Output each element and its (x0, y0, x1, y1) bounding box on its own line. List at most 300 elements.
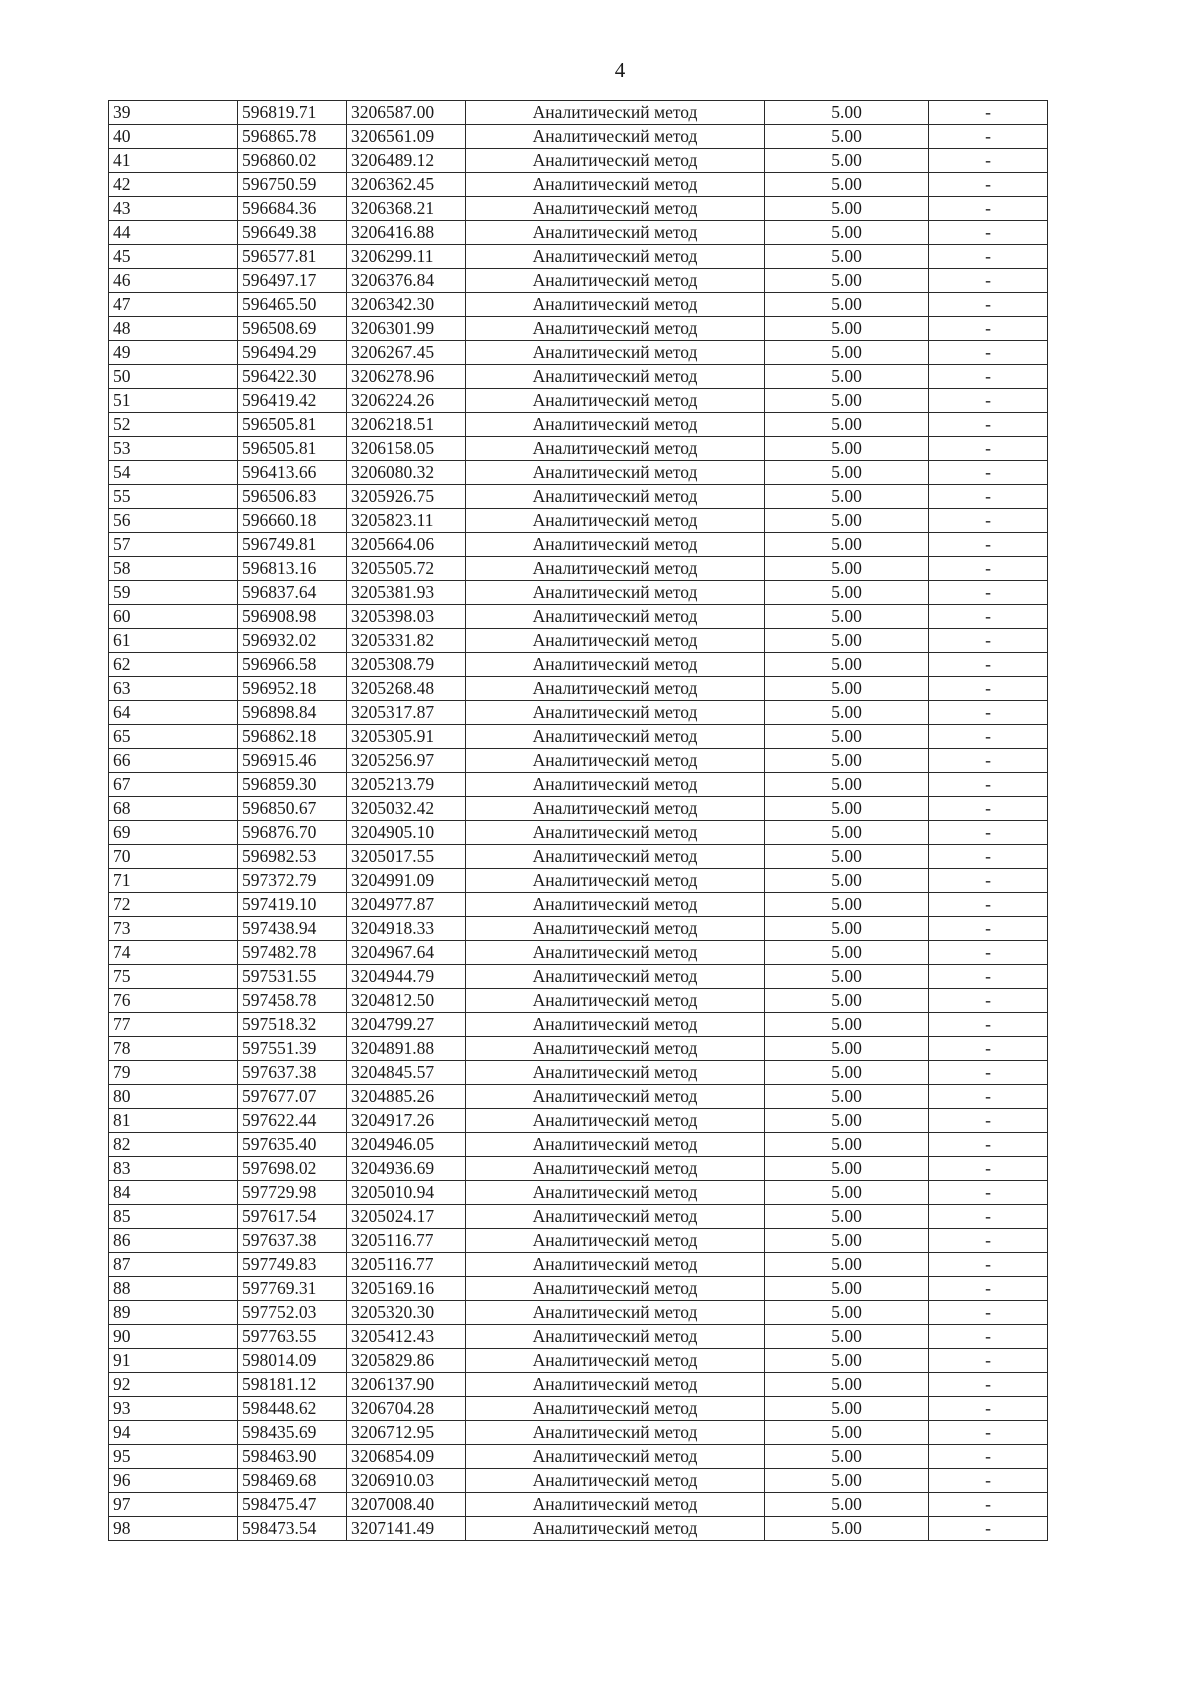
note-cell: - (929, 1133, 1048, 1157)
point-number: 57 (109, 533, 238, 557)
note-cell: - (929, 965, 1048, 989)
method-cell: Аналитический метод (466, 653, 765, 677)
coordinate-y: 3206910.03 (347, 1469, 466, 1493)
table-row (109, 821, 1048, 845)
point-number: 87 (109, 1253, 238, 1277)
note-cell: - (929, 245, 1048, 269)
coordinate-y: 3205398.03 (347, 605, 466, 629)
coordinate-x: 596497.17 (238, 269, 347, 293)
note-cell: - (929, 1517, 1048, 1541)
method-cell: Аналитический метод (466, 1397, 765, 1421)
point-number: 41 (109, 149, 238, 173)
accuracy-cell: 5.00 (765, 893, 929, 917)
method-cell: Аналитический метод (466, 581, 765, 605)
accuracy-cell: 5.00 (765, 1397, 929, 1421)
method-cell: Аналитический метод (466, 893, 765, 917)
method-cell: Аналитический метод (466, 197, 765, 221)
table-row (109, 1349, 1048, 1373)
table-row (109, 1445, 1048, 1469)
note-cell: - (929, 1085, 1048, 1109)
note-cell: - (929, 653, 1048, 677)
table-row (109, 509, 1048, 533)
method-cell: Аналитический метод (466, 125, 765, 149)
table-row (109, 245, 1048, 269)
table-row (109, 1157, 1048, 1181)
point-number: 79 (109, 1061, 238, 1085)
method-cell: Аналитический метод (466, 1493, 765, 1517)
accuracy-cell: 5.00 (765, 557, 929, 581)
method-cell: Аналитический метод (466, 1301, 765, 1325)
method-cell: Аналитический метод (466, 221, 765, 245)
table-row (109, 845, 1048, 869)
coordinate-x: 597438.94 (238, 917, 347, 941)
note-cell: - (929, 197, 1048, 221)
coordinate-x: 597637.38 (238, 1061, 347, 1085)
table-row (109, 1493, 1048, 1517)
accuracy-cell: 5.00 (765, 869, 929, 893)
table-row (109, 797, 1048, 821)
note-cell: - (929, 269, 1048, 293)
accuracy-cell: 5.00 (765, 1229, 929, 1253)
coordinate-x: 597698.02 (238, 1157, 347, 1181)
accuracy-cell: 5.00 (765, 149, 929, 173)
method-cell: Аналитический метод (466, 1421, 765, 1445)
point-number: 58 (109, 557, 238, 581)
coordinate-x: 596505.81 (238, 437, 347, 461)
accuracy-cell: 5.00 (765, 605, 929, 629)
coordinate-x: 596422.30 (238, 365, 347, 389)
table-row (109, 1229, 1048, 1253)
coordinate-y: 3204977.87 (347, 893, 466, 917)
point-number: 97 (109, 1493, 238, 1517)
coordinate-x: 596413.66 (238, 461, 347, 485)
point-number: 63 (109, 677, 238, 701)
note-cell: - (929, 701, 1048, 725)
point-number: 80 (109, 1085, 238, 1109)
note-cell: - (929, 893, 1048, 917)
coordinate-y: 3205116.77 (347, 1253, 466, 1277)
point-number: 69 (109, 821, 238, 845)
note-cell: - (929, 437, 1048, 461)
table-row (109, 461, 1048, 485)
note-cell: - (929, 485, 1048, 509)
accuracy-cell: 5.00 (765, 485, 929, 509)
method-cell: Аналитический метод (466, 1037, 765, 1061)
coordinate-y: 3204917.26 (347, 1109, 466, 1133)
table-row (109, 485, 1048, 509)
note-cell: - (929, 365, 1048, 389)
note-cell: - (929, 1445, 1048, 1469)
method-cell: Аналитический метод (466, 845, 765, 869)
note-cell: - (929, 1301, 1048, 1325)
coordinate-y: 3205024.17 (347, 1205, 466, 1229)
point-number: 88 (109, 1277, 238, 1301)
method-cell: Аналитический метод (466, 245, 765, 269)
point-number: 81 (109, 1109, 238, 1133)
coordinate-y: 3204845.57 (347, 1061, 466, 1085)
method-cell: Аналитический метод (466, 413, 765, 437)
table-row (109, 557, 1048, 581)
accuracy-cell: 5.00 (765, 1421, 929, 1445)
coordinate-x: 597729.98 (238, 1181, 347, 1205)
accuracy-cell: 5.00 (765, 293, 929, 317)
note-cell: - (929, 533, 1048, 557)
coordinate-y: 3205320.30 (347, 1301, 466, 1325)
accuracy-cell: 5.00 (765, 941, 929, 965)
table-row (109, 605, 1048, 629)
table-row (109, 341, 1048, 365)
coordinate-x: 597518.32 (238, 1013, 347, 1037)
coordinate-x: 596750.59 (238, 173, 347, 197)
note-cell: - (929, 629, 1048, 653)
table-row (109, 173, 1048, 197)
point-number: 77 (109, 1013, 238, 1037)
method-cell: Аналитический метод (466, 533, 765, 557)
point-number: 40 (109, 125, 238, 149)
method-cell: Аналитический метод (466, 701, 765, 725)
coordinate-x: 596865.78 (238, 125, 347, 149)
accuracy-cell: 5.00 (765, 629, 929, 653)
table-row (109, 1421, 1048, 1445)
method-cell: Аналитический метод (466, 941, 765, 965)
coordinate-x: 596465.50 (238, 293, 347, 317)
coordinate-x: 596660.18 (238, 509, 347, 533)
accuracy-cell: 5.00 (765, 1349, 929, 1373)
accuracy-cell: 5.00 (765, 701, 929, 725)
coordinate-y: 3205317.87 (347, 701, 466, 725)
accuracy-cell: 5.00 (765, 1133, 929, 1157)
point-number: 56 (109, 509, 238, 533)
table-row (109, 941, 1048, 965)
accuracy-cell: 5.00 (765, 125, 929, 149)
method-cell: Аналитический метод (466, 1277, 765, 1301)
method-cell: Аналитический метод (466, 989, 765, 1013)
table-row (109, 725, 1048, 749)
accuracy-cell: 5.00 (765, 581, 929, 605)
coordinate-x: 597482.78 (238, 941, 347, 965)
coordinate-x: 597677.07 (238, 1085, 347, 1109)
method-cell: Аналитический метод (466, 1469, 765, 1493)
coordinate-y: 3206376.84 (347, 269, 466, 293)
coordinate-y: 3206218.51 (347, 413, 466, 437)
point-number: 47 (109, 293, 238, 317)
note-cell: - (929, 1325, 1048, 1349)
coordinate-x: 598181.12 (238, 1373, 347, 1397)
note-cell: - (929, 677, 1048, 701)
note-cell: - (929, 293, 1048, 317)
point-number: 39 (109, 101, 238, 125)
point-number: 48 (109, 317, 238, 341)
note-cell: - (929, 1373, 1048, 1397)
method-cell: Аналитический метод (466, 869, 765, 893)
coordinate-x: 596966.58 (238, 653, 347, 677)
note-cell: - (929, 1037, 1048, 1061)
method-cell: Аналитический метод (466, 293, 765, 317)
accuracy-cell: 5.00 (765, 653, 929, 677)
note-cell: - (929, 1061, 1048, 1085)
coordinate-y: 3205032.42 (347, 797, 466, 821)
table-row (109, 1469, 1048, 1493)
table-row (109, 677, 1048, 701)
accuracy-cell: 5.00 (765, 989, 929, 1013)
point-number: 86 (109, 1229, 238, 1253)
coordinate-y: 3204905.10 (347, 821, 466, 845)
table-row (109, 1085, 1048, 1109)
point-number: 73 (109, 917, 238, 941)
method-cell: Аналитический метод (466, 101, 765, 125)
coordinate-x: 597622.44 (238, 1109, 347, 1133)
accuracy-cell: 5.00 (765, 797, 929, 821)
accuracy-cell: 5.00 (765, 1181, 929, 1205)
coordinate-y: 3204812.50 (347, 989, 466, 1013)
coordinate-y: 3206416.88 (347, 221, 466, 245)
coordinate-x: 596850.67 (238, 797, 347, 821)
method-cell: Аналитический метод (466, 965, 765, 989)
note-cell: - (929, 605, 1048, 629)
note-cell: - (929, 317, 1048, 341)
coordinate-y: 3205331.82 (347, 629, 466, 653)
point-number: 95 (109, 1445, 238, 1469)
point-number: 89 (109, 1301, 238, 1325)
coordinate-x: 596860.02 (238, 149, 347, 173)
coordinate-x: 596508.69 (238, 317, 347, 341)
coordinate-y: 3206368.21 (347, 197, 466, 221)
accuracy-cell: 5.00 (765, 845, 929, 869)
accuracy-cell: 5.00 (765, 413, 929, 437)
coordinate-y: 3206080.32 (347, 461, 466, 485)
coordinate-y: 3205664.06 (347, 533, 466, 557)
note-cell: - (929, 173, 1048, 197)
point-number: 50 (109, 365, 238, 389)
method-cell: Аналитический метод (466, 341, 765, 365)
note-cell: - (929, 1109, 1048, 1133)
method-cell: Аналитический метод (466, 1229, 765, 1253)
coordinate-x: 598469.68 (238, 1469, 347, 1493)
table-row (109, 1253, 1048, 1277)
table-row (109, 1277, 1048, 1301)
coordinate-y: 3205017.55 (347, 845, 466, 869)
table-row (109, 317, 1048, 341)
coordinate-x: 597635.40 (238, 1133, 347, 1157)
method-cell: Аналитический метод (466, 1109, 765, 1133)
note-cell: - (929, 557, 1048, 581)
coordinate-x: 597551.39 (238, 1037, 347, 1061)
point-number: 68 (109, 797, 238, 821)
point-number: 64 (109, 701, 238, 725)
point-number: 67 (109, 773, 238, 797)
point-number: 72 (109, 893, 238, 917)
note-cell: - (929, 1157, 1048, 1181)
table-row (109, 989, 1048, 1013)
table-row (109, 629, 1048, 653)
point-number: 59 (109, 581, 238, 605)
coordinate-x: 597752.03 (238, 1301, 347, 1325)
coordinate-x: 598448.62 (238, 1397, 347, 1421)
point-number: 52 (109, 413, 238, 437)
note-cell: - (929, 149, 1048, 173)
point-number: 46 (109, 269, 238, 293)
coordinate-x: 596684.36 (238, 197, 347, 221)
coordinate-y: 3206704.28 (347, 1397, 466, 1421)
accuracy-cell: 5.00 (765, 1109, 929, 1133)
coordinate-x: 596494.29 (238, 341, 347, 365)
point-number: 76 (109, 989, 238, 1013)
table-row (109, 149, 1048, 173)
coordinate-x: 597458.78 (238, 989, 347, 1013)
point-number: 84 (109, 1181, 238, 1205)
note-cell: - (929, 989, 1048, 1013)
method-cell: Аналитический метод (466, 821, 765, 845)
table-row (109, 869, 1048, 893)
accuracy-cell: 5.00 (765, 749, 929, 773)
note-cell: - (929, 1205, 1048, 1229)
method-cell: Аналитический метод (466, 677, 765, 701)
accuracy-cell: 5.00 (765, 725, 929, 749)
note-cell: - (929, 461, 1048, 485)
coordinate-y: 3205381.93 (347, 581, 466, 605)
method-cell: Аналитический метод (466, 1133, 765, 1157)
accuracy-cell: 5.00 (765, 1013, 929, 1037)
point-number: 93 (109, 1397, 238, 1421)
note-cell: - (929, 389, 1048, 413)
note-cell: - (929, 125, 1048, 149)
table-row (109, 1181, 1048, 1205)
note-cell: - (929, 221, 1048, 245)
note-cell: - (929, 1469, 1048, 1493)
table-row (109, 917, 1048, 941)
coordinate-y: 3206158.05 (347, 437, 466, 461)
coordinate-y: 3206854.09 (347, 1445, 466, 1469)
accuracy-cell: 5.00 (765, 1373, 929, 1397)
coordinate-y: 3205308.79 (347, 653, 466, 677)
coordinate-y: 3205010.94 (347, 1181, 466, 1205)
coordinate-y: 3206489.12 (347, 149, 466, 173)
point-number: 65 (109, 725, 238, 749)
coordinate-x: 596419.42 (238, 389, 347, 413)
coordinate-x: 597749.83 (238, 1253, 347, 1277)
coordinate-x: 596908.98 (238, 605, 347, 629)
accuracy-cell: 5.00 (765, 101, 929, 125)
accuracy-cell: 5.00 (765, 1061, 929, 1085)
coordinate-y: 3205213.79 (347, 773, 466, 797)
coordinate-y: 3204885.26 (347, 1085, 466, 1109)
accuracy-cell: 5.00 (765, 197, 929, 221)
point-number: 60 (109, 605, 238, 629)
note-cell: - (929, 1349, 1048, 1373)
accuracy-cell: 5.00 (765, 437, 929, 461)
table-row (109, 101, 1048, 125)
note-cell: - (929, 749, 1048, 773)
coordinate-x: 597769.31 (238, 1277, 347, 1301)
note-cell: - (929, 1421, 1048, 1445)
accuracy-cell: 5.00 (765, 173, 929, 197)
table-row (109, 1205, 1048, 1229)
accuracy-cell: 5.00 (765, 1445, 929, 1469)
method-cell: Аналитический метод (466, 1517, 765, 1541)
table-row (109, 1301, 1048, 1325)
coordinate-y: 3207008.40 (347, 1493, 466, 1517)
point-number: 75 (109, 965, 238, 989)
method-cell: Аналитический метод (466, 1181, 765, 1205)
method-cell: Аналитический метод (466, 437, 765, 461)
note-cell: - (929, 845, 1048, 869)
coordinates-table (108, 100, 1048, 1541)
note-cell: - (929, 797, 1048, 821)
coordinate-x: 597531.55 (238, 965, 347, 989)
coordinate-x: 596813.16 (238, 557, 347, 581)
point-number: 82 (109, 1133, 238, 1157)
point-number: 85 (109, 1205, 238, 1229)
note-cell: - (929, 1253, 1048, 1277)
accuracy-cell: 5.00 (765, 1469, 929, 1493)
table-row (109, 1373, 1048, 1397)
coordinate-x: 598473.54 (238, 1517, 347, 1541)
note-cell: - (929, 413, 1048, 437)
point-number: 43 (109, 197, 238, 221)
method-cell: Аналитический метод (466, 173, 765, 197)
accuracy-cell: 5.00 (765, 365, 929, 389)
coordinate-x: 597617.54 (238, 1205, 347, 1229)
method-cell: Аналитический метод (466, 557, 765, 581)
method-cell: Аналитический метод (466, 725, 765, 749)
point-number: 66 (109, 749, 238, 773)
coordinate-x: 596837.64 (238, 581, 347, 605)
method-cell: Аналитический метод (466, 389, 765, 413)
coordinate-y: 3205823.11 (347, 509, 466, 533)
method-cell: Аналитический метод (466, 317, 765, 341)
point-number: 94 (109, 1421, 238, 1445)
point-number: 71 (109, 869, 238, 893)
method-cell: Аналитический метод (466, 509, 765, 533)
point-number: 96 (109, 1469, 238, 1493)
note-cell: - (929, 509, 1048, 533)
table-row (109, 437, 1048, 461)
coordinate-y: 3204891.88 (347, 1037, 466, 1061)
coordinate-y: 3206362.45 (347, 173, 466, 197)
coordinate-x: 596819.71 (238, 101, 347, 125)
coordinate-x: 596952.18 (238, 677, 347, 701)
accuracy-cell: 5.00 (765, 1157, 929, 1181)
method-cell: Аналитический метод (466, 1373, 765, 1397)
coordinate-y: 3206224.26 (347, 389, 466, 413)
coordinate-y: 3205116.77 (347, 1229, 466, 1253)
coordinate-y: 3205926.75 (347, 485, 466, 509)
accuracy-cell: 5.00 (765, 269, 929, 293)
table-row (109, 1133, 1048, 1157)
coordinate-x: 597763.55 (238, 1325, 347, 1349)
table-row (109, 389, 1048, 413)
accuracy-cell: 5.00 (765, 1493, 929, 1517)
note-cell: - (929, 1397, 1048, 1421)
coordinate-y: 3206342.30 (347, 293, 466, 317)
coordinate-y: 3205169.16 (347, 1277, 466, 1301)
table-row (109, 581, 1048, 605)
table-row (109, 1037, 1048, 1061)
coordinate-y: 3206267.45 (347, 341, 466, 365)
table-row (109, 893, 1048, 917)
coordinate-x: 596876.70 (238, 821, 347, 845)
coordinate-y: 3207141.49 (347, 1517, 466, 1541)
point-number: 91 (109, 1349, 238, 1373)
coordinate-y: 3206587.00 (347, 101, 466, 125)
method-cell: Аналитический метод (466, 1061, 765, 1085)
coordinate-x: 596859.30 (238, 773, 347, 797)
accuracy-cell: 5.00 (765, 1325, 929, 1349)
accuracy-cell: 5.00 (765, 677, 929, 701)
coordinate-x: 597637.38 (238, 1229, 347, 1253)
coordinate-y: 3204944.79 (347, 965, 466, 989)
method-cell: Аналитический метод (466, 749, 765, 773)
